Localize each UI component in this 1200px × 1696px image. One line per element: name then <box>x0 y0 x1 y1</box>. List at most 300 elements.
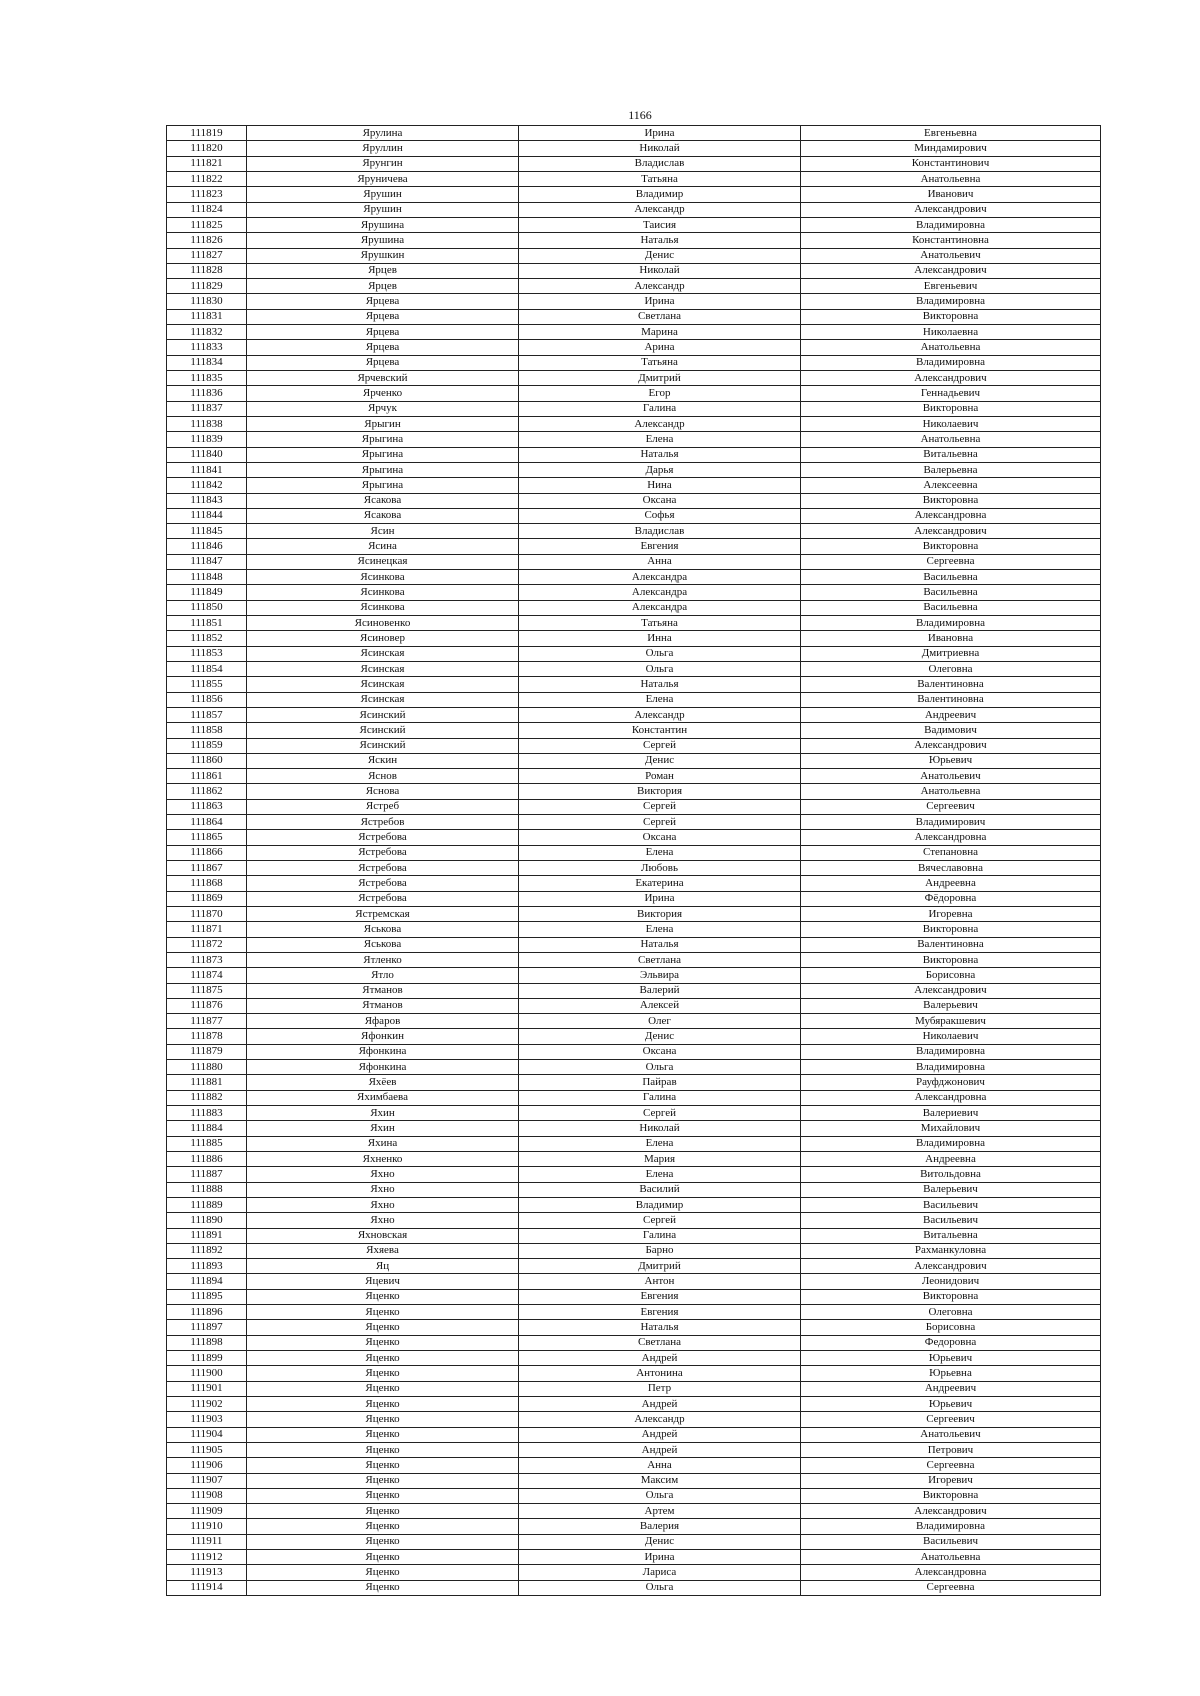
table-row <box>167 279 1101 294</box>
patronymic-cell: Миндамирович <box>801 141 1101 156</box>
table-row <box>167 294 1101 309</box>
first-name-cell: Светлана <box>519 1335 801 1350</box>
patronymic-cell: Николаевна <box>801 325 1101 340</box>
record-number-cell: 111889 <box>167 1197 247 1212</box>
last-name-cell: Яценко <box>247 1580 519 1595</box>
last-name-cell: Ясакова <box>247 493 519 508</box>
last-name-cell: Ярыгина <box>247 462 519 477</box>
record-number-cell: 111903 <box>167 1412 247 1427</box>
first-name-cell: Егор <box>519 386 801 401</box>
patronymic-cell: Андреевна <box>801 1151 1101 1166</box>
patronymic-cell: Леонидович <box>801 1274 1101 1289</box>
record-number-cell: 111862 <box>167 784 247 799</box>
patronymic-cell: Анатольевна <box>801 432 1101 447</box>
first-name-cell: Анна <box>519 554 801 569</box>
record-number-cell: 111886 <box>167 1151 247 1166</box>
record-number-cell: 111913 <box>167 1565 247 1580</box>
first-name-cell: Ольга <box>519 1580 801 1595</box>
table-row <box>167 1044 1101 1059</box>
patronymic-cell: Андреевич <box>801 1381 1101 1396</box>
first-name-cell: Ольга <box>519 661 801 676</box>
last-name-cell: Яценко <box>247 1305 519 1320</box>
last-name-cell: Ястреб <box>247 799 519 814</box>
table-row <box>167 1182 1101 1197</box>
patronymic-cell: Юрьевич <box>801 1396 1101 1411</box>
table-row <box>167 126 1101 141</box>
table-row <box>167 570 1101 585</box>
patronymic-cell: Викторовна <box>801 1488 1101 1503</box>
record-number-cell: 111892 <box>167 1243 247 1258</box>
table-row <box>167 1060 1101 1075</box>
first-name-cell: Александра <box>519 585 801 600</box>
table-row <box>167 738 1101 753</box>
patronymic-cell: Сергеевна <box>801 554 1101 569</box>
record-number-cell: 111907 <box>167 1473 247 1488</box>
table-row <box>167 187 1101 202</box>
first-name-cell: Лариса <box>519 1565 801 1580</box>
patronymic-cell: Александрович <box>801 524 1101 539</box>
last-name-cell: Ясинкова <box>247 570 519 585</box>
last-name-cell: Ярцева <box>247 355 519 370</box>
first-name-cell: Максим <box>519 1473 801 1488</box>
last-name-cell: Ярцева <box>247 309 519 324</box>
patronymic-cell: Олеговна <box>801 1305 1101 1320</box>
table-row <box>167 952 1101 967</box>
patronymic-cell: Сергеевич <box>801 1412 1101 1427</box>
record-number-cell: 111878 <box>167 1029 247 1044</box>
record-number-cell: 111838 <box>167 416 247 431</box>
table-row <box>167 1136 1101 1151</box>
record-number-cell: 111829 <box>167 279 247 294</box>
first-name-cell: Виктория <box>519 906 801 921</box>
record-number-cell: 111822 <box>167 171 247 186</box>
last-name-cell: Яснова <box>247 784 519 799</box>
record-number-cell: 111850 <box>167 600 247 615</box>
first-name-cell: Антон <box>519 1274 801 1289</box>
last-name-cell: Яценко <box>247 1366 519 1381</box>
patronymic-cell: Мубяракшевич <box>801 1014 1101 1029</box>
record-number-cell: 111827 <box>167 248 247 263</box>
patronymic-cell: Анатольевна <box>801 1550 1101 1565</box>
last-name-cell: Ясинский <box>247 738 519 753</box>
patronymic-cell: Евгеньевич <box>801 279 1101 294</box>
record-number-cell: 111877 <box>167 1014 247 1029</box>
record-number-cell: 111864 <box>167 815 247 830</box>
last-name-cell: Яценко <box>247 1381 519 1396</box>
patronymic-cell: Валериевич <box>801 1106 1101 1121</box>
table-row <box>167 1550 1101 1565</box>
record-number-cell: 111901 <box>167 1381 247 1396</box>
patronymic-cell: Викторовна <box>801 922 1101 937</box>
last-name-cell: Ярыгина <box>247 432 519 447</box>
first-name-cell: Ирина <box>519 294 801 309</box>
patronymic-cell: Валентиновна <box>801 937 1101 952</box>
first-name-cell: Константин <box>519 723 801 738</box>
last-name-cell: Ястребова <box>247 876 519 891</box>
first-name-cell: Екатерина <box>519 876 801 891</box>
record-number-cell: 111821 <box>167 156 247 171</box>
table-row <box>167 616 1101 631</box>
last-name-cell: Яфонкина <box>247 1044 519 1059</box>
record-number-cell: 111871 <box>167 922 247 937</box>
patronymic-cell: Витольдовна <box>801 1167 1101 1182</box>
last-name-cell: Ярцева <box>247 294 519 309</box>
record-number-cell: 111834 <box>167 355 247 370</box>
record-number-cell: 111902 <box>167 1396 247 1411</box>
table-row <box>167 1106 1101 1121</box>
record-number-cell: 111860 <box>167 753 247 768</box>
last-name-cell: Яценко <box>247 1504 519 1519</box>
patronymic-cell: Борисовна <box>801 968 1101 983</box>
record-number-cell: 111890 <box>167 1213 247 1228</box>
table-row <box>167 202 1101 217</box>
first-name-cell: Татьяна <box>519 171 801 186</box>
patronymic-cell: Владимировна <box>801 355 1101 370</box>
last-name-cell: Ятманов <box>247 998 519 1013</box>
patronymic-cell: Константинович <box>801 156 1101 171</box>
table-row <box>167 845 1101 860</box>
first-name-cell: Светлана <box>519 952 801 967</box>
patronymic-cell: Игоревич <box>801 1473 1101 1488</box>
record-number-cell: 111845 <box>167 524 247 539</box>
last-name-cell: Ястребова <box>247 830 519 845</box>
record-number-cell: 111898 <box>167 1335 247 1350</box>
first-name-cell: Елена <box>519 1136 801 1151</box>
patronymic-cell: Александровна <box>801 1090 1101 1105</box>
table-row <box>167 508 1101 523</box>
table-row <box>167 723 1101 738</box>
first-name-cell: Александр <box>519 416 801 431</box>
table-row <box>167 1090 1101 1105</box>
first-name-cell: Марина <box>519 325 801 340</box>
record-number-cell: 111828 <box>167 263 247 278</box>
first-name-cell: Таисия <box>519 217 801 232</box>
first-name-cell: Валерия <box>519 1519 801 1534</box>
patronymic-cell: Валерьевич <box>801 1182 1101 1197</box>
first-name-cell: Наталья <box>519 937 801 952</box>
last-name-cell: Ярченко <box>247 386 519 401</box>
first-name-cell: Татьяна <box>519 616 801 631</box>
record-number-cell: 111823 <box>167 187 247 202</box>
last-name-cell: Ясиновенко <box>247 616 519 631</box>
patronymic-cell: Валерьевна <box>801 462 1101 477</box>
patronymic-cell: Ивановна <box>801 631 1101 646</box>
patronymic-cell: Валерьевич <box>801 998 1101 1013</box>
record-number-cell: 111867 <box>167 861 247 876</box>
table-row <box>167 325 1101 340</box>
patronymic-cell: Владимировна <box>801 294 1101 309</box>
last-name-cell: Яценко <box>247 1519 519 1534</box>
last-name-cell: Яскин <box>247 753 519 768</box>
first-name-cell: Сергей <box>519 1213 801 1228</box>
last-name-cell: Яськова <box>247 922 519 937</box>
last-name-cell: Яхновская <box>247 1228 519 1243</box>
table-row <box>167 922 1101 937</box>
table-row <box>167 1396 1101 1411</box>
first-name-cell: Наталья <box>519 447 801 462</box>
record-number-cell: 111868 <box>167 876 247 891</box>
patronymic-cell: Вячеславовна <box>801 861 1101 876</box>
table-row <box>167 1228 1101 1243</box>
record-number-cell: 111853 <box>167 646 247 661</box>
record-number-cell: 111897 <box>167 1320 247 1335</box>
first-name-cell: Александра <box>519 570 801 585</box>
first-name-cell: Андрей <box>519 1442 801 1457</box>
last-name-cell: Ярунгин <box>247 156 519 171</box>
last-name-cell: Ясинецкая <box>247 554 519 569</box>
last-name-cell: Ятло <box>247 968 519 983</box>
first-name-cell: Владислав <box>519 156 801 171</box>
record-number-cell: 111896 <box>167 1305 247 1320</box>
table-row <box>167 217 1101 232</box>
first-name-cell: Елена <box>519 845 801 860</box>
last-name-cell: Яценко <box>247 1351 519 1366</box>
last-name-cell: Яхина <box>247 1136 519 1151</box>
record-number-cell: 111835 <box>167 371 247 386</box>
table-row <box>167 1197 1101 1212</box>
table-row <box>167 677 1101 692</box>
table-row <box>167 1014 1101 1029</box>
first-name-cell: Владимир <box>519 187 801 202</box>
first-name-cell: Ирина <box>519 891 801 906</box>
table-row <box>167 646 1101 661</box>
table-row <box>167 1412 1101 1427</box>
first-name-cell: Денис <box>519 753 801 768</box>
record-number-cell: 111856 <box>167 692 247 707</box>
first-name-cell: Александр <box>519 202 801 217</box>
first-name-cell: Мария <box>519 1151 801 1166</box>
table-row <box>167 1075 1101 1090</box>
last-name-cell: Яценко <box>247 1458 519 1473</box>
record-number-cell: 111831 <box>167 309 247 324</box>
record-number-cell: 111857 <box>167 707 247 722</box>
table-row <box>167 784 1101 799</box>
record-number-cell: 111819 <box>167 126 247 141</box>
last-name-cell: Ярчук <box>247 401 519 416</box>
first-name-cell: Галина <box>519 1090 801 1105</box>
first-name-cell: Наталья <box>519 1320 801 1335</box>
last-name-cell: Ярчевский <box>247 371 519 386</box>
last-name-cell: Яц <box>247 1259 519 1274</box>
record-number-cell: 111847 <box>167 554 247 569</box>
patronymic-cell: Олеговна <box>801 661 1101 676</box>
patronymic-cell: Петрович <box>801 1442 1101 1457</box>
first-name-cell: Дмитрий <box>519 1259 801 1274</box>
first-name-cell: Александр <box>519 1412 801 1427</box>
table-row <box>167 692 1101 707</box>
record-number-cell: 111866 <box>167 845 247 860</box>
first-name-cell: Елена <box>519 692 801 707</box>
first-name-cell: Наталья <box>519 233 801 248</box>
first-name-cell: Пайрав <box>519 1075 801 1090</box>
first-name-cell: Оксана <box>519 830 801 845</box>
patronymic-cell: Владимировна <box>801 616 1101 631</box>
record-number-cell: 111893 <box>167 1259 247 1274</box>
record-number-cell: 111911 <box>167 1534 247 1549</box>
first-name-cell: Владимир <box>519 1197 801 1212</box>
patronymic-cell: Борисовна <box>801 1320 1101 1335</box>
patronymic-cell: Федоровна <box>801 1335 1101 1350</box>
record-number-cell: 111832 <box>167 325 247 340</box>
first-name-cell: Евгения <box>519 1289 801 1304</box>
first-name-cell: Артем <box>519 1504 801 1519</box>
last-name-cell: Ярыгин <box>247 416 519 431</box>
last-name-cell: Ясинкова <box>247 600 519 615</box>
record-number-cell: 111843 <box>167 493 247 508</box>
last-name-cell: Ястребова <box>247 891 519 906</box>
last-name-cell: Ярцев <box>247 279 519 294</box>
first-name-cell: Валерий <box>519 983 801 998</box>
last-name-cell: Яценко <box>247 1473 519 1488</box>
last-name-cell: Ярушина <box>247 217 519 232</box>
first-name-cell: Александр <box>519 279 801 294</box>
first-name-cell: Петр <box>519 1381 801 1396</box>
record-number-cell: 111849 <box>167 585 247 600</box>
table-row <box>167 707 1101 722</box>
patronymic-cell: Сергеевна <box>801 1458 1101 1473</box>
patronymic-cell: Викторовна <box>801 952 1101 967</box>
record-number-cell: 111899 <box>167 1351 247 1366</box>
first-name-cell: Сергей <box>519 1106 801 1121</box>
first-name-cell: Василий <box>519 1182 801 1197</box>
record-number-cell: 111839 <box>167 432 247 447</box>
first-name-cell: Виктория <box>519 784 801 799</box>
table-row <box>167 876 1101 891</box>
table-row <box>167 309 1101 324</box>
record-number-cell: 111865 <box>167 830 247 845</box>
record-number-cell: 111859 <box>167 738 247 753</box>
last-name-cell: Яськова <box>247 937 519 952</box>
record-number-cell: 111863 <box>167 799 247 814</box>
registry-table-body <box>167 126 1101 1596</box>
table-row <box>167 1213 1101 1228</box>
last-name-cell: Яруллин <box>247 141 519 156</box>
last-name-cell: Яценко <box>247 1534 519 1549</box>
table-row <box>167 1534 1101 1549</box>
table-row <box>167 891 1101 906</box>
last-name-cell: Яценко <box>247 1550 519 1565</box>
last-name-cell: Яцевич <box>247 1274 519 1289</box>
record-number-cell: 111910 <box>167 1519 247 1534</box>
first-name-cell: Андрей <box>519 1427 801 1442</box>
first-name-cell: Денис <box>519 1029 801 1044</box>
first-name-cell: Елена <box>519 1167 801 1182</box>
patronymic-cell: Анатольевна <box>801 340 1101 355</box>
patronymic-cell: Анатольевич <box>801 1427 1101 1442</box>
table-row <box>167 1243 1101 1258</box>
record-number-cell: 111876 <box>167 998 247 1013</box>
first-name-cell: Александра <box>519 600 801 615</box>
patronymic-cell: Степановна <box>801 845 1101 860</box>
first-name-cell: Евгения <box>519 539 801 554</box>
record-number-cell: 111885 <box>167 1136 247 1151</box>
last-name-cell: Ятманов <box>247 983 519 998</box>
record-number-cell: 111854 <box>167 661 247 676</box>
first-name-cell: Роман <box>519 769 801 784</box>
last-name-cell: Ярушин <box>247 187 519 202</box>
patronymic-cell: Александровна <box>801 1565 1101 1580</box>
last-name-cell: Ясинский <box>247 707 519 722</box>
patronymic-cell: Валентиновна <box>801 677 1101 692</box>
last-name-cell: Яхёев <box>247 1075 519 1090</box>
record-number-cell: 111909 <box>167 1504 247 1519</box>
table-row <box>167 1289 1101 1304</box>
patronymic-cell: Васильевич <box>801 1197 1101 1212</box>
patronymic-cell: Александрович <box>801 1504 1101 1519</box>
table-row <box>167 1366 1101 1381</box>
last-name-cell: Яхно <box>247 1182 519 1197</box>
record-number-cell: 111914 <box>167 1580 247 1595</box>
table-row <box>167 799 1101 814</box>
last-name-cell: Ярыгина <box>247 478 519 493</box>
first-name-cell: Николай <box>519 263 801 278</box>
first-name-cell: Арина <box>519 340 801 355</box>
patronymic-cell: Александрович <box>801 202 1101 217</box>
patronymic-cell: Рауфджонович <box>801 1075 1101 1090</box>
patronymic-cell: Александровна <box>801 830 1101 845</box>
record-number-cell: 111869 <box>167 891 247 906</box>
table-row <box>167 1121 1101 1136</box>
last-name-cell: Ярулина <box>247 126 519 141</box>
last-name-cell: Ярцева <box>247 340 519 355</box>
first-name-cell: Александр <box>519 707 801 722</box>
record-number-cell: 111836 <box>167 386 247 401</box>
last-name-cell: Яценко <box>247 1320 519 1335</box>
patronymic-cell: Алексеевна <box>801 478 1101 493</box>
last-name-cell: Ясинская <box>247 677 519 692</box>
first-name-cell: Андрей <box>519 1351 801 1366</box>
table-row <box>167 554 1101 569</box>
record-number-cell: 111884 <box>167 1121 247 1136</box>
patronymic-cell: Васильевна <box>801 585 1101 600</box>
patronymic-cell: Витальевна <box>801 1228 1101 1243</box>
first-name-cell: Татьяна <box>519 355 801 370</box>
patronymic-cell: Анатольевна <box>801 784 1101 799</box>
table-row <box>167 1274 1101 1289</box>
first-name-cell: Денис <box>519 248 801 263</box>
record-number-cell: 111882 <box>167 1090 247 1105</box>
patronymic-cell: Васильевич <box>801 1534 1101 1549</box>
last-name-cell: Яхяева <box>247 1243 519 1258</box>
last-name-cell: Яценко <box>247 1565 519 1580</box>
patronymic-cell: Михайлович <box>801 1121 1101 1136</box>
first-name-cell: Антонина <box>519 1366 801 1381</box>
record-number-cell: 111875 <box>167 983 247 998</box>
patronymic-cell: Иванович <box>801 187 1101 202</box>
record-number-cell: 111887 <box>167 1167 247 1182</box>
table-row <box>167 830 1101 845</box>
record-number-cell: 111842 <box>167 478 247 493</box>
last-name-cell: Яфаров <box>247 1014 519 1029</box>
record-number-cell: 111880 <box>167 1060 247 1075</box>
page-number: 1166 <box>628 108 652 122</box>
record-number-cell: 111891 <box>167 1228 247 1243</box>
patronymic-cell: Александрович <box>801 371 1101 386</box>
record-number-cell: 111900 <box>167 1366 247 1381</box>
table-row <box>167 815 1101 830</box>
last-name-cell: Яценко <box>247 1396 519 1411</box>
table-row <box>167 539 1101 554</box>
record-number-cell: 111848 <box>167 570 247 585</box>
last-name-cell: Ястребов <box>247 815 519 830</box>
last-name-cell: Яхин <box>247 1121 519 1136</box>
record-number-cell: 111833 <box>167 340 247 355</box>
last-name-cell: Ярыгина <box>247 447 519 462</box>
last-name-cell: Яснов <box>247 769 519 784</box>
record-number-cell: 111858 <box>167 723 247 738</box>
record-number-cell: 111905 <box>167 1442 247 1457</box>
first-name-cell: Денис <box>519 1534 801 1549</box>
